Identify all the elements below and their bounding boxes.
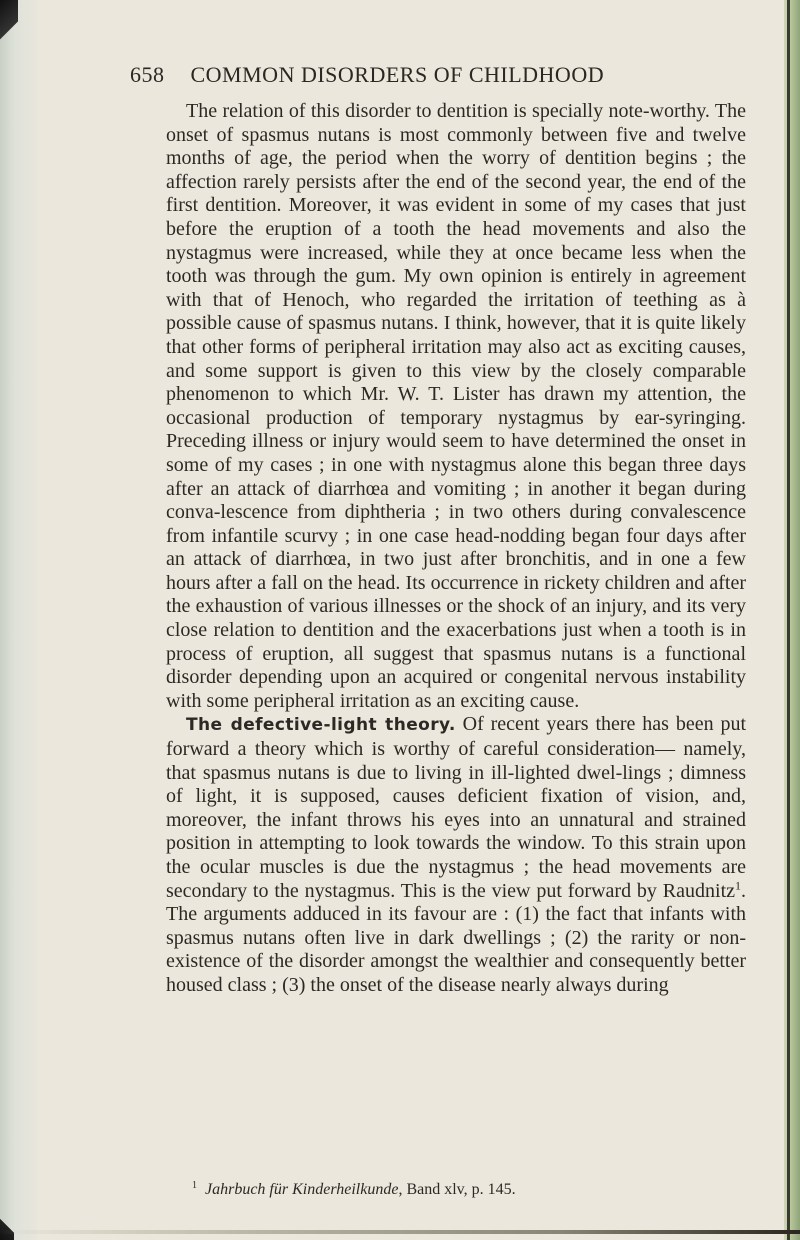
paragraph-text-part-2: . The arguments adduced in its favour are : (1) the fact that infants with spasmus nutans often live in dark dwellings ; (2) the rarity or non-existence of the disorder amongst the wealthier and consequently better housed class ; (3) the onset of the disease nearly always during [166, 879, 746, 996]
paragraph-dentition: The relation of this disorder to dentition is specially note-worthy. The onset of spasmus nutans is most commonly between five and twelve months of age, the period when the worry of dentition begins ; the affection rarely persists after the end of the second year, the end of the first dentition. Moreover, it was evident in some of my cases that just before the eruption of a tooth the head movements and also the nystagmus were increased, while they at once became less when the tooth was through the gum. My own opinion is entirely in agreement with that of Henoch, who regarded the irritation of teething as à possible cause of spasmus nutans. I think, however, that it is quite likely that other forms of peripheral irritation may also act as exciting causes, and some support is given to this view by the closely comparable phenomenon to which Mr. W. T. Lister has drawn my attention, the occasional production of temporary nystagmus by ear-syringing. Preceding illness or injury would seem to have determined the onset in some of my cases ; in one with nystagmus alone this began three days after an attack of diarrhœa and vomiting ; in another it began during conva-lescence from diphtheria ; in two others during convalescence from infantile scurvy ; in one case head-nodding began four days after an attack of diarrhœa, in two just after bronchitis, and in one a few hours after a fall on the head. Its occurrence in rickety children and after the exhaustion of various illnesses or the shock of an injury, and its very close relation to dentition and the exacerbations just when a tooth is in process of eruption, all suggest that spasmus nutans is a functional disorder depending upon an acquired or congenital nervous instability with some peripheral irritation as an exciting cause. [166, 100, 746, 712]
page-edge-line [787, 0, 790, 1240]
footnote-reference: 1 [735, 877, 741, 892]
footnote [192, 1180, 732, 1200]
footnote-details: , Band xlv, p. 145. [398, 1181, 516, 1198]
footnote-source-title: Jahrbuch für Kinderheilkunde [205, 1181, 399, 1198]
running-head: COMMON DISORDERS OF CHILDHOOD [190, 62, 605, 87]
page-gutter-shadow [0, 0, 38, 1240]
footnote-mark: 1 [192, 1179, 197, 1191]
body-text [166, 100, 746, 998]
page-number: 658 [130, 62, 165, 87]
section-heading: The defective-light theory. [186, 715, 456, 736]
paragraph-text-part-1: Of recent years there has been put forward a theory which is worthy of careful consideration— namely, that spasmus nutans is due to living in ill-lighted dwel-lings ; dimness of light, it is supposed, causes deficient fixation of vision, and, moreover, the infant throws his eyes into an unnatural and strained position in attempting to look towards the window. To this strain upon the ocular muscles is due the nystagmus ; the head movements are secondary to the nystagmus. This is the view put forward by Raudnitz [166, 713, 746, 902]
paragraph-defective-light-theory [166, 713, 746, 997]
page-header [130, 62, 690, 88]
page-bottom-edge [0, 1230, 800, 1234]
